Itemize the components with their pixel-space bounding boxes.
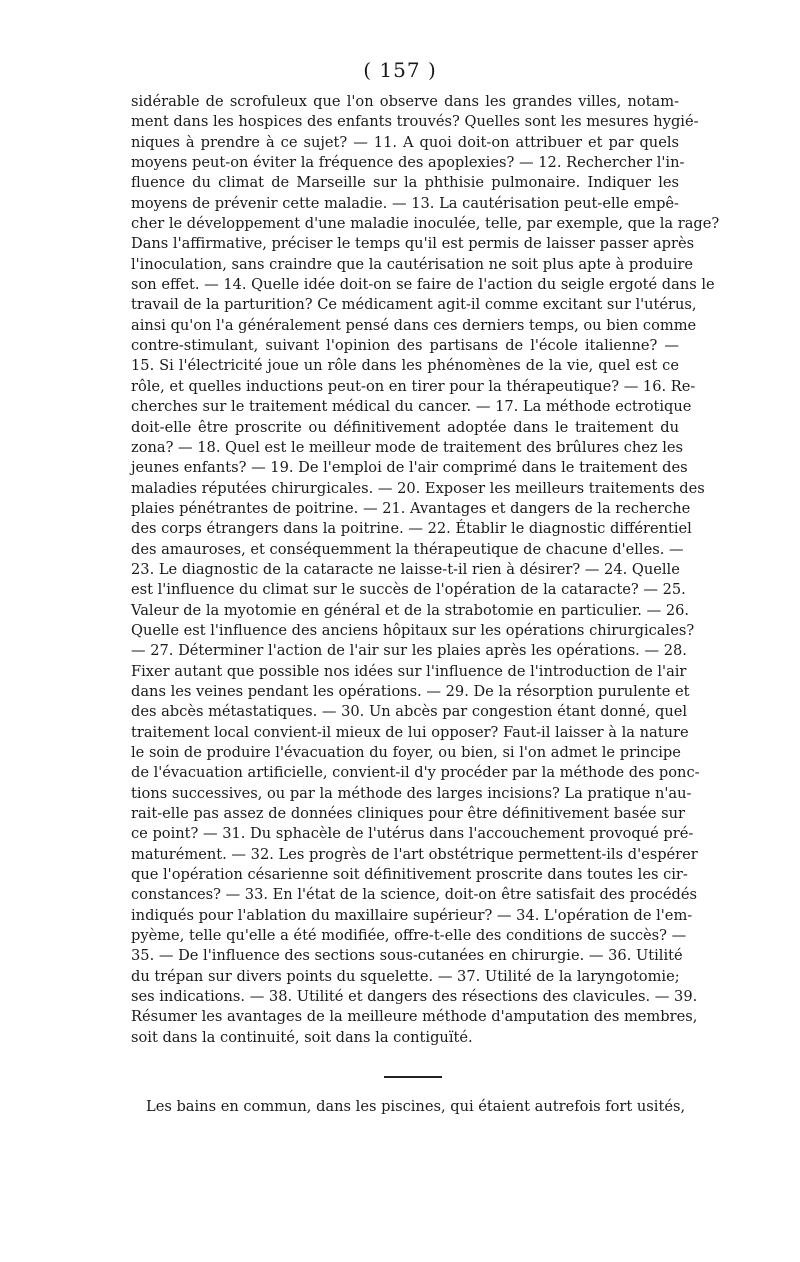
text-line: 23. Le diagnostic de la cataracte ne laisse-t-il rien à désirer? — 24. Quelle <box>131 560 680 578</box>
text-line: Fixer autant que possible nos idées sur l'influence de l'introduction de l'air <box>131 662 687 680</box>
text-line: le soin de produire l'évacuation du foyer, ou bien, si l'on admet le principe <box>131 744 681 761</box>
text-line: son effet. — 14. Quelle idée doit-on se faire de l'action du seigle ergoté dans le <box>131 276 715 294</box>
trailing-paragraph-start: Les bains en commun, dans les piscines, qui étaient autrefois fort usités, <box>146 1098 686 1115</box>
text-line: Dans l'affirmative, préciser le temps qu'il est permis de laisser passer après <box>131 235 695 253</box>
text-line: fluence du climat de Marseille sur la phthisie pulmonaire. Indiquer les <box>131 174 679 192</box>
text-line: plaies pénétrantes de poitrine. — 21. Avantages et dangers de la recherche <box>131 499 691 517</box>
text-line: niques à prendre à ce sujet? — 11. A quoi doit-on attribuer et par quels <box>131 133 679 151</box>
text-line: des corps étrangers dans la poitrine. — 22. Établir le diagnostic différentiel <box>131 520 692 538</box>
text-line: sidérable de scrofuleux que l'on observe dans les grandes villes, notam- <box>131 93 679 110</box>
text-line: jeunes enfants? — 19. De l'emploi de l'air comprimé dans le traitement des <box>131 459 688 477</box>
page-number: ( 157 ) <box>363 58 437 82</box>
text-line: cherches sur le traitement médical du cancer. — 17. La méthode ectrotique <box>131 398 692 416</box>
text-line: que l'opération césarienne soit définitivement proscrite dans toutes les cir- <box>131 866 688 884</box>
text-line: cher le développement d'une maladie inoculée, telle, par exemple, que la rage? <box>131 215 720 233</box>
text-line: soit dans la continuité, soit dans la contiguïté. <box>131 1028 473 1046</box>
text-line: maturément. — 32. Les progrès de l'art obstétrique permettent-ils d'espérer <box>131 845 698 863</box>
text-line: moyens de prévenir cette maladie. — 13. La cautérisation peut-elle empê- <box>131 194 679 212</box>
text-line: zona? — 18. Quel est le meilleur mode de traitement des brûlures chez les <box>131 438 684 456</box>
text-line: — 27. Déterminer l'action de l'air sur les plaies après les opérations. — 28. <box>131 642 687 660</box>
text-line: Quelle est l'influence des anciens hôpitaux sur les opérations chirurgicales? <box>131 621 695 639</box>
text-line: 15. Si l'électricité joue un rôle dans les phénomènes de la vie, quel est ce <box>131 357 679 375</box>
body-paragraph <box>131 92 720 1048</box>
text-line: ce point? — 31. Du sphacèle de l'utérus dans l'accouchement provoqué pré- <box>131 825 694 843</box>
text-line: Résumer les avantages de la meilleure méthode d'amputation des membres, <box>131 1008 698 1026</box>
text-line: est l'influence du climat sur le succès de l'opération de la cataracte? — 25. <box>131 581 686 599</box>
text-line: des abcès métastatiques. — 30. Un abcès par congestion étant donné, quel <box>131 703 688 721</box>
text-line: ainsi qu'on l'a généralement pensé dans ces derniers temps, ou bien comme <box>131 316 697 334</box>
text-line: travail de la parturition? Ce médicament agit-il comme excitant sur l'utérus, <box>131 296 697 314</box>
text-line: de l'évacuation artificielle, convient-il d'y procéder par la méthode des ponc- <box>131 764 700 782</box>
text-line: du trépan sur divers points du squelette. — 37. Utilité de la laryngotomie; <box>131 967 680 985</box>
text-line: constances? — 33. En l'état de la science, doit-on être satisfait des procédés <box>131 886 697 904</box>
text-line: dans les veines pendant les opérations. — 29. De la résorption purulente et <box>131 682 690 700</box>
text-line: pyème, telle qu'elle a été modifiée, offre-t-elle des conditions de succès? — <box>131 927 687 945</box>
text-line: des amauroses, et conséquemment la thérapeutique de chacune d'elles. — <box>131 540 684 558</box>
text-line: traitement local convient-il mieux de lui opposer? Faut-il laisser à la nature <box>131 723 689 741</box>
text-line: indiqués pour l'ablation du maxillaire supérieur? — 34. L'opération de l'em- <box>131 906 693 924</box>
text-line: moyens peut-on éviter la fréquence des apoplexies? — 12. Rechercher l'in- <box>131 154 685 172</box>
text-line: doit-elle être proscrite ou définitivement adoptée dans le traitement du <box>131 418 679 436</box>
text-line: ment dans les hospices des enfants trouvés? Quelles sont les mesures hygié- <box>131 113 699 131</box>
text-line: maladies réputées chirurgicales. — 20. Exposer les meilleurs traitements des <box>131 479 705 497</box>
text-line: rait-elle pas assez de données cliniques pour être définitivement basée sur <box>131 805 685 823</box>
text-line: tions successives, ou par la méthode des larges incisions? La pratique n'au- <box>131 784 692 802</box>
text-line: rôle, et quelles inductions peut-on en tirer pour la thérapeutique? — 16. Re- <box>131 377 696 395</box>
text-line: Valeur de la myotomie en général et de la strabotomie en particulier. — 26. <box>131 601 690 619</box>
text-line: 35. — De l'influence des sections sous-cutanées en chirurgie. — 36. Utilité <box>131 947 683 965</box>
text-line: contre-stimulant, suivant l'opinion des partisans de l'école italienne? — <box>131 337 679 355</box>
text-line: ses indications. — 38. Utilité et dangers des résections des clavicules. — 39. <box>131 988 698 1006</box>
section-divider <box>384 1076 442 1078</box>
text-line: l'inoculation, sans craindre que la cautérisation ne soit plus apte à produire <box>131 255 693 273</box>
